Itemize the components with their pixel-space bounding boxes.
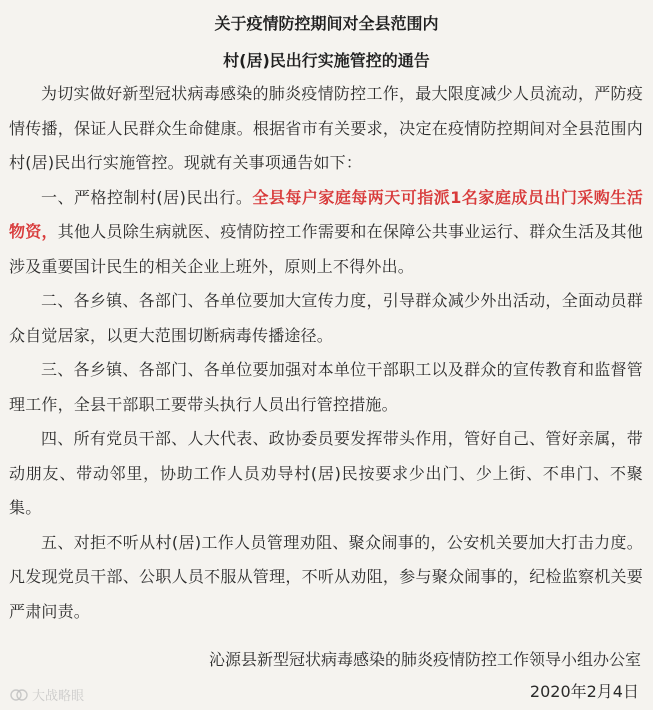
notice-title-line-2: 村(居)民出行实施管控的通告 — [223, 51, 430, 70]
issuer-signature: 沁源县新型冠状病毒感染的肺炎疫情防控工作领导小组办公室 — [208, 650, 641, 669]
notice-body — [9, 77, 643, 629]
item-1-lead: 一、严格控制村(居)民出行。 — [41, 187, 253, 207]
item-2-paragraph: 二、各乡镇、各部门、各单位要加大宣传力度，引导群众减少外出活动，全面动员群众自觉居家，以更大范围切断病毒传播途径。 — [9, 291, 643, 345]
item-1-highlight: 全县每户家庭每两天可指派1名家庭成员出门采购生活物资， — [9, 187, 643, 241]
watermark — [10, 685, 84, 704]
item-5-paragraph: 五、对拒不听从村(居)工作人员管理劝阻、聚众闹事的，公安机关要加大打击力度。凡发现党员干部、公职人员不服从管理，不听从劝阻，参与聚众闹事的，纪检监察机关要严肃问责。 — [9, 532, 643, 621]
notice-title-line-1: 关于疫情防控期间对全县范围内 — [214, 14, 439, 33]
item-3-paragraph: 三、各乡镇、各部门、各单位要加强对本单位干部职工以及群众的宣传教育和监督管理工作，全县干部职工要带头执行人员出行管控措施。 — [9, 360, 643, 414]
issue-date: 2020年2月4日 — [529, 682, 639, 701]
item-1-rest: 其他人员除生病就医、疫情防控工作需要和在保障公共事业运行、群众生活及其他涉及重要国计民生的相关企业上班外，原则上不得外出。 — [9, 222, 643, 276]
watermark-logo-icon — [10, 688, 28, 702]
item-1-paragraph — [9, 181, 643, 285]
item-4-paragraph: 四、所有党员干部、人大代表、政协委员要发挥带头作用，管好自己、管好亲属，带动朋友、带动邻里，协助工作人员劝导村(居)民按要求少出门、少上街、不串门、不聚集。 — [9, 429, 643, 517]
intro-paragraph: 为切实做好新型冠状病毒感染的肺炎疫情防控工作，最大限度减少人员流动，严防疫情传播，保证人民群众生命健康。根据省市有关要求，决定在疫情防控期间对全县范围内村(居)民出行实施管控。现就有关事项通告如下： — [9, 84, 643, 172]
watermark-text: 大战略眼 — [32, 689, 85, 704]
